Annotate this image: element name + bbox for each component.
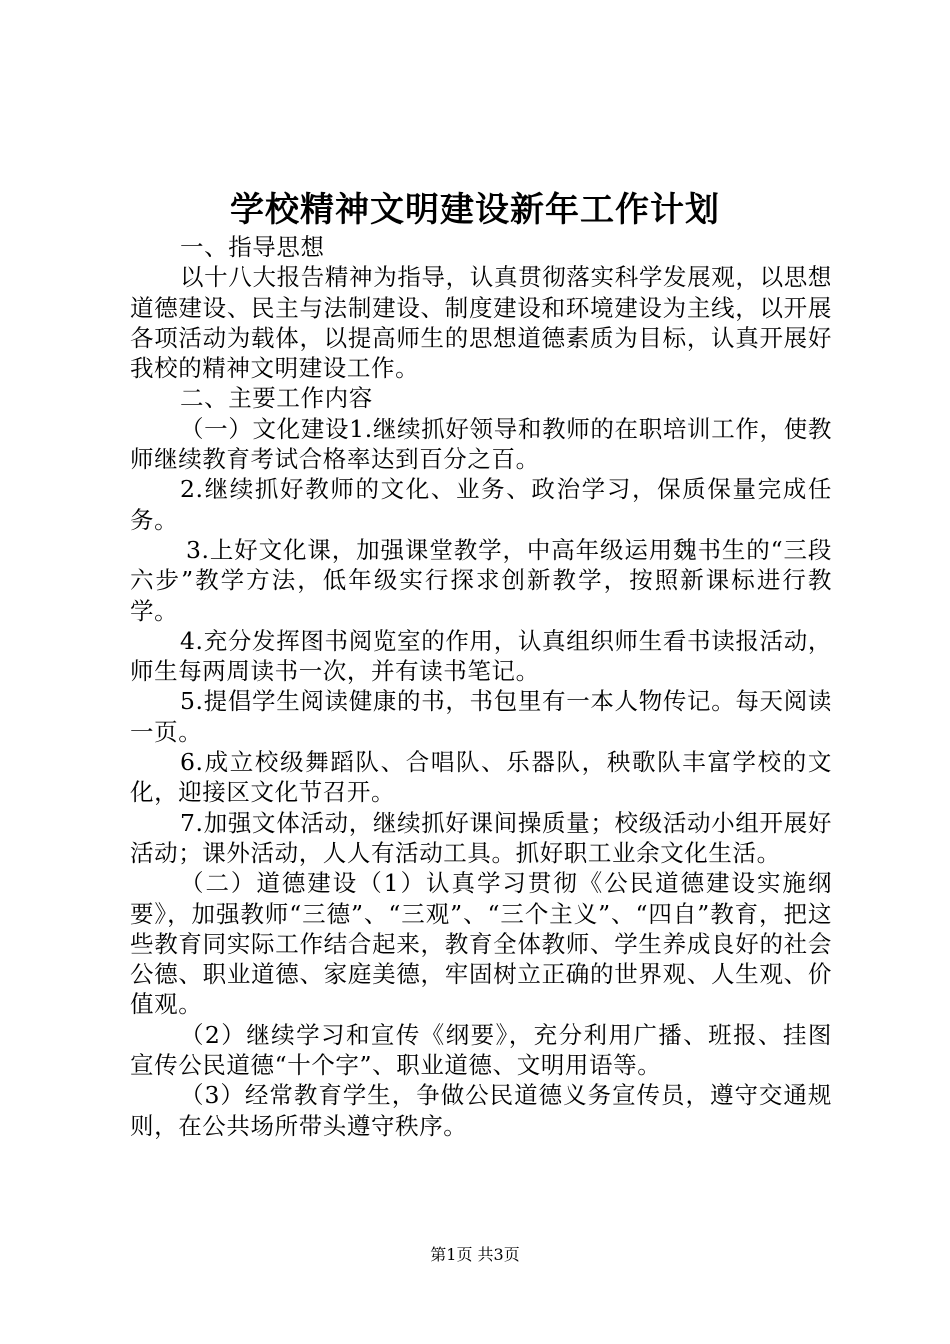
document-title: 学校精神文明建设新年工作计划 [230,190,720,230]
paragraph-culture-item-6: 6.成立校级舞蹈队、合唱队、乐器队，秧歌队丰富学校的文化，迎接区文化节召开。 [130,748,832,807]
paragraph-moral-item-2: （2）继续学习和宣传《纲要》，充分利用广播、班报、挂图宣传公民道德“十个字”、职业道德、文明用语等。 [130,1020,832,1080]
section-heading-main-work: 二、主要工作内容 [180,384,373,413]
paragraph-culture-item-1: （一）文化建设1.继续抓好领导和教师的在职培训工作，使教师继续教育考试合格率达到百分之百。 [130,414,832,474]
paragraph-culture-item-7: 7.加强文体活动，继续抓好课间操质量；校级活动小组开展好活动；课外活动，人人有活动工具。抓好职工业余文化生活。 [130,808,832,867]
paragraph-moral-item-1: （二）道德建设（1）认真学习贯彻《公民道德建设实施纲要》，加强教师“三德”、“三观”、“三个主义”、“四自”教育，把这些教育同实际工作结合起来，教育全体教师、学生养成良好的社会公德、职业道德、家庭美德，牢固树立正确的世界观、人生观、价值观。 [130,869,832,1019]
document-body [130,232,832,1141]
paragraph-culture-item-5: 5.提倡学生阅读健康的书，书包里有一本人物传记。每天阅读一页。 [130,687,832,746]
paragraph-culture-item-2: 2.继续抓好教师的文化、业务、政治学习，保质保量完成任务。 [130,475,832,534]
section-heading-guiding-ideology: 一、指导思想 [180,233,325,261]
paragraph-moral-item-3: （3）经常教育学生，争做公民道德义务宣传员，遵守交通规则，在公共场所带头遵守秩序。 [130,1081,832,1140]
paragraph-culture-item-4: 4.充分发挥图书阅览室的作用，认真组织师生看书读报活动，师生每两周读书一次，并有读书笔记。 [130,626,832,686]
paragraph-guiding-ideology: 以十八大报告精神为指导，认真贯彻落实科学发展观，以思想道德建设、民主与法制建设、制度建设和环境建设为主线，以开展各项活动为载体，以提高师生的思想道德素质为目标，认真开展好我校的精神文明建设工作。 [130,263,832,383]
paragraph-culture-item-3: 3.上好文化课，加强课堂教学，中高年级运用魏书生的“三段六步”教学方法，低年级实行探求创新教学，按照新课标进行教学。 [130,535,832,625]
page-footer: 第1页 共3页 [430,1245,520,1264]
